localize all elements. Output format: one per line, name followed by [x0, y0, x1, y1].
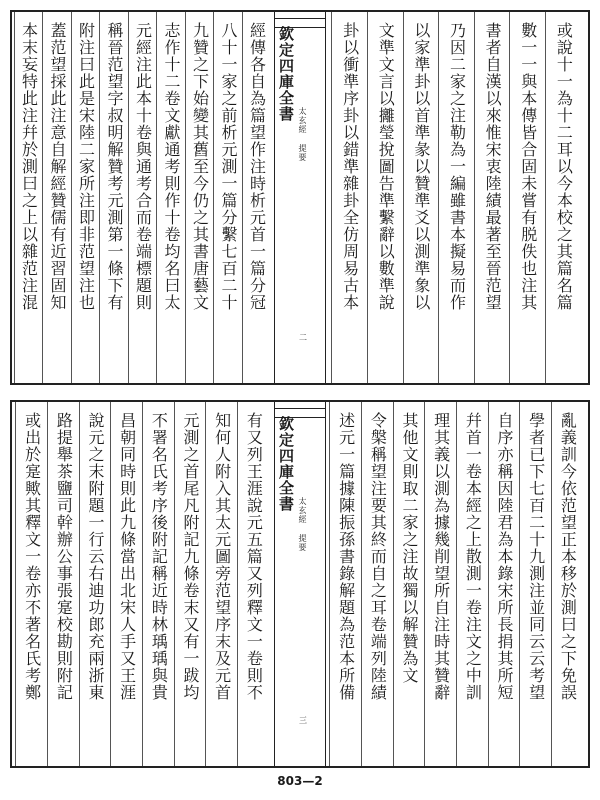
bottom-banner-title: 欽定四庫全書 [277, 416, 295, 512]
text-column: 志作十二卷文獻通考則作十卷均名曰太 [162, 22, 181, 311]
bottom-right-text-block [326, 402, 588, 766]
column-rule [403, 12, 404, 383]
column-rule [142, 402, 143, 766]
bottom-banner-page-number: 三 [299, 716, 307, 725]
column-rule [545, 12, 546, 383]
top-banner-subtitle: 太玄經 提要 [298, 107, 307, 162]
column-rule [47, 402, 48, 766]
bottom-banner [274, 402, 326, 766]
column-rule [393, 402, 394, 766]
text-column: 幷首一卷本經之上散測一卷注文之中訓 [463, 412, 483, 701]
text-column: 卦以衝準序卦以錯準雜卦全仿周易古本 [340, 22, 360, 311]
text-column: 文準文言以攡瑩挩圖告準繫辭以數準說 [376, 22, 396, 311]
text-column: 蓋范望採此注意自解經贊儒有近習固知 [48, 22, 67, 311]
column-rule [42, 12, 43, 383]
column-rule [237, 402, 238, 766]
footer-page-number: 803—2 [277, 774, 323, 788]
text-column: 述元一篇據陳振孫書錄解題為范本所備 [336, 412, 356, 701]
bottom-page [10, 400, 590, 768]
column-rule [367, 12, 368, 383]
column-rule [456, 402, 457, 766]
column-rule [551, 402, 552, 766]
text-column: 稱晉范望字叔明解贊考元測第一條下有 [105, 22, 124, 311]
text-column: 元測之首尾凡附記九條卷末又有一跋均 [181, 412, 200, 701]
column-rule [79, 402, 80, 766]
top-left-text-block [12, 12, 274, 383]
column-rule [205, 402, 206, 766]
column-rule [474, 12, 475, 383]
text-column: 說元之末附題一行云右迪功郎充兩浙東 [86, 412, 105, 701]
top-right-text-block [326, 12, 588, 383]
text-column: 元經注此本十卷與通考合而卷端標題則 [133, 22, 153, 311]
column-rule [329, 402, 330, 766]
column-rule [174, 402, 175, 766]
column-rule [424, 402, 425, 766]
column-rule [99, 12, 100, 383]
column-rule [361, 402, 362, 766]
text-column: 或說十一為十二耳以今本校之其篇名篇 [554, 22, 574, 311]
text-column: 亂義訓今依范望正本移於測曰之下免誤 [558, 412, 578, 701]
column-rule [185, 12, 186, 383]
bottom-banner-subtitle: 太玄經 提要 [298, 497, 307, 552]
column-rule [519, 402, 520, 766]
top-banner [274, 12, 326, 383]
column-rule [14, 12, 15, 383]
column-rule [438, 12, 439, 383]
text-column: 自序亦稱因陸君為本錄宋所長捐其所短 [495, 412, 514, 701]
bottom-left-text-block [12, 402, 274, 766]
text-column: 昌朝同時則此九條當出北宋人手又王涯 [117, 412, 137, 701]
column-rule [71, 12, 72, 383]
text-column: 路提舉茶鹽司幹辦公事張寔校勘則附記 [54, 412, 74, 701]
text-column: 理其義以測為據幾削望所自注時其贊辭 [431, 412, 451, 701]
column-rule [331, 12, 332, 383]
text-column: 不署名氏考序後附記稱近時林瑀瑀與貴 [149, 412, 169, 701]
text-column: 或出於寔歟其釋文一卷亦不著名氏考鄭 [22, 412, 42, 701]
text-column: 書者自漢以來惟宋衷陸績最著至晉范望 [483, 22, 503, 311]
text-column: 以家準卦以首準彖以贊準爻以測準象以 [411, 22, 431, 311]
text-column: 八十一家之前析元測一篇分繫七百二十 [219, 22, 238, 311]
text-column: 有又列王涯說元五篇又列釋文一卷則不 [244, 412, 264, 701]
text-column: 九贊之下始變其舊至今仍之其書唐藝文 [190, 22, 210, 311]
text-column: 其他文則取二家之注故獨以解贊為文 [400, 412, 419, 684]
top-page [10, 10, 590, 385]
text-column: 附注曰此是宋陸二家所注即非范望注也 [76, 22, 96, 311]
column-rule [213, 12, 214, 383]
text-column: 數一一與本傳皆合固未嘗有脱佚也注其 [518, 22, 538, 311]
text-column: 學者已下七百二十九測注並同云云考望 [526, 412, 546, 701]
column-rule [15, 402, 16, 766]
text-column: 令槃稱望注要其終而自之耳卷端列陸績 [368, 412, 388, 701]
text-column: 經傳各自為篇望作注時析元首一篇分冠 [247, 22, 267, 311]
column-rule [488, 402, 489, 766]
column-rule [128, 12, 129, 383]
column-rule [242, 12, 243, 383]
column-rule [156, 12, 157, 383]
top-banner-page-number: 二 [299, 333, 307, 342]
text-column: 乃因二家之注勒為一編雖書本擬易而作 [447, 22, 467, 311]
text-column: 知何人附入其太元圖旁范望序末及元首 [212, 412, 232, 701]
column-rule [110, 402, 111, 766]
column-rule [509, 12, 510, 383]
top-banner-title: 欽定四庫全書 [277, 26, 295, 122]
text-column: 本末妄特此注幷於測曰之上以雜范注混 [19, 22, 39, 311]
